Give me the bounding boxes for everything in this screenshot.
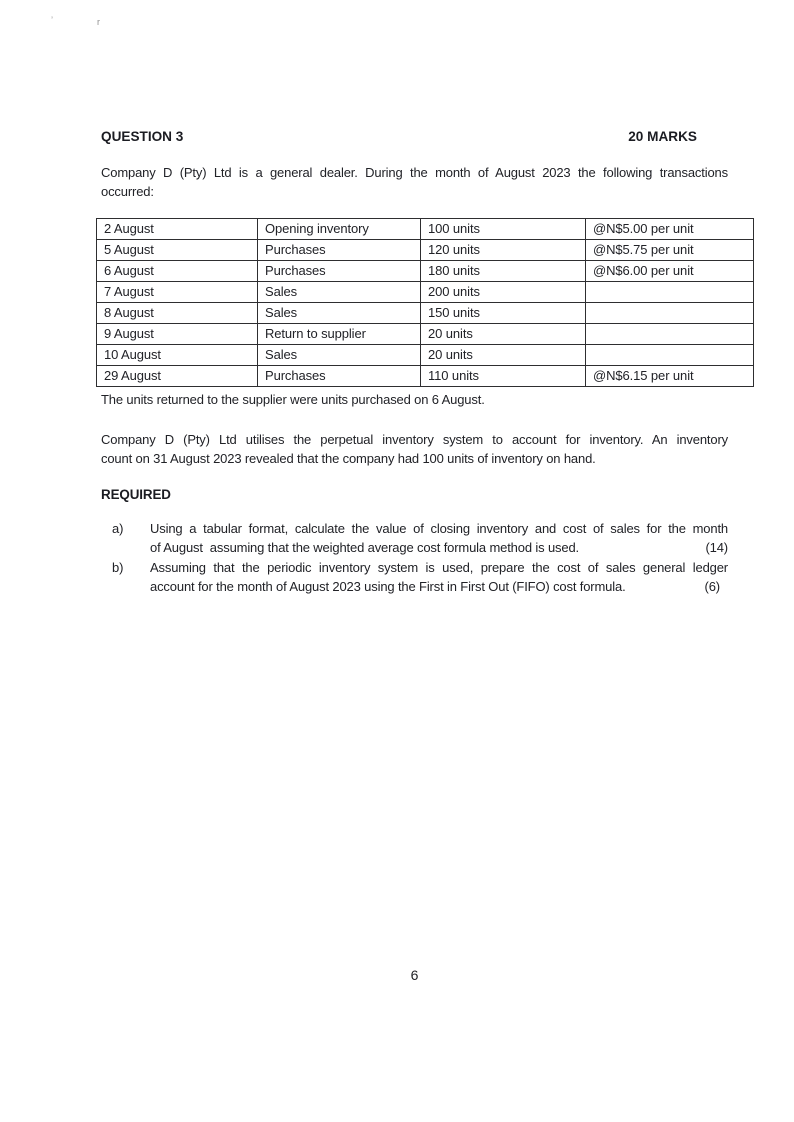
- table-row: [97, 324, 754, 345]
- paragraph-line: Using a tabular format, calculate the value of closing inventory and cost of sales for the month: [150, 521, 728, 536]
- question-title: QUESTION 3: [101, 129, 184, 144]
- cell-price: [586, 282, 754, 303]
- paragraph-line: count on 31 August 2023 revealed that the company had 100 units of inventory on hand.: [101, 451, 596, 467]
- paragraph-line: [150, 577, 728, 596]
- cell-date: 2 August: [97, 219, 258, 240]
- cell-description: Purchases: [258, 261, 421, 282]
- table-row: [97, 345, 754, 366]
- cell-units: 120 units: [421, 240, 586, 261]
- marks-allocation: (14): [705, 540, 728, 556]
- cell-date: 29 August: [97, 366, 258, 387]
- cell-date: 6 August: [97, 261, 258, 282]
- required-list: [101, 519, 728, 596]
- marks-allocation: (6): [704, 578, 720, 594]
- cell-description: Sales: [258, 345, 421, 366]
- list-marker: b): [112, 559, 124, 575]
- table-row: [97, 219, 754, 240]
- cell-units: 100 units: [421, 219, 586, 240]
- cell-units: 110 units: [421, 366, 586, 387]
- paragraph-line: Assuming that the periodic inventory system is used, prepare the cost of sales general ledger: [150, 559, 728, 575]
- cell-price: [586, 303, 754, 324]
- list-item-b: [101, 558, 728, 597]
- scan-artifact: ’: [51, 15, 53, 25]
- table-row: [97, 282, 754, 303]
- table-row: [97, 303, 754, 324]
- list-item-a: [101, 519, 728, 558]
- cell-units: 150 units: [421, 303, 586, 324]
- cell-date: 10 August: [97, 345, 258, 366]
- cell-price: @N$6.15 per unit: [586, 366, 754, 387]
- table-row: [97, 261, 754, 282]
- cell-price: @N$5.00 per unit: [586, 219, 754, 240]
- list-item-text: [150, 519, 728, 558]
- paragraph-line: [150, 538, 728, 557]
- cell-units: 180 units: [421, 261, 586, 282]
- question-marks: 20 MARKS: [628, 129, 697, 144]
- list-marker: a): [112, 521, 124, 536]
- cell-date: 7 August: [97, 282, 258, 303]
- paragraph-line: Company D (Pty) Ltd is a general dealer. During the month of August 2023 the following transactions: [101, 165, 728, 180]
- cell-units: 200 units: [421, 282, 586, 303]
- cell-units: 20 units: [421, 345, 586, 366]
- page-number: 6: [410, 967, 419, 983]
- scan-artifact: r: [97, 17, 100, 27]
- question-header: [101, 129, 728, 145]
- cell-description: Sales: [258, 303, 421, 324]
- note-paragraph: The units returned to the supplier were units purchased on 6 August.: [101, 392, 485, 407]
- cell-description: Opening inventory: [258, 219, 421, 240]
- cell-units: 20 units: [421, 324, 586, 345]
- cell-description: Sales: [258, 282, 421, 303]
- cell-price: @N$5.75 per unit: [586, 240, 754, 261]
- table-row: [97, 240, 754, 261]
- cell-description: Purchases: [258, 366, 421, 387]
- cell-description: Purchases: [258, 240, 421, 261]
- list-item-tail: of August assuming that the weighted average cost formula method is used.: [150, 540, 579, 556]
- cell-price: @N$6.00 per unit: [586, 261, 754, 282]
- required-heading: REQUIRED: [101, 487, 171, 502]
- cell-price: [586, 345, 754, 366]
- intro-paragraph: [101, 163, 728, 202]
- list-item-tail: account for the month of August 2023 using the First in First Out (FIFO) cost formula.: [150, 578, 626, 594]
- cell-date: 5 August: [97, 240, 258, 261]
- paragraph-line: occurred:: [101, 184, 154, 200]
- table-row: [97, 366, 754, 387]
- cell-description: Return to supplier: [258, 324, 421, 345]
- cell-date: 8 August: [97, 303, 258, 324]
- cell-date: 9 August: [97, 324, 258, 345]
- body-paragraph: [101, 430, 728, 469]
- paragraph-line: Company D (Pty) Ltd utilises the perpetual inventory system to account for inventory. An inventory: [101, 432, 728, 447]
- list-item-text: [150, 558, 728, 597]
- cell-price: [586, 324, 754, 345]
- transactions-table: [96, 218, 754, 387]
